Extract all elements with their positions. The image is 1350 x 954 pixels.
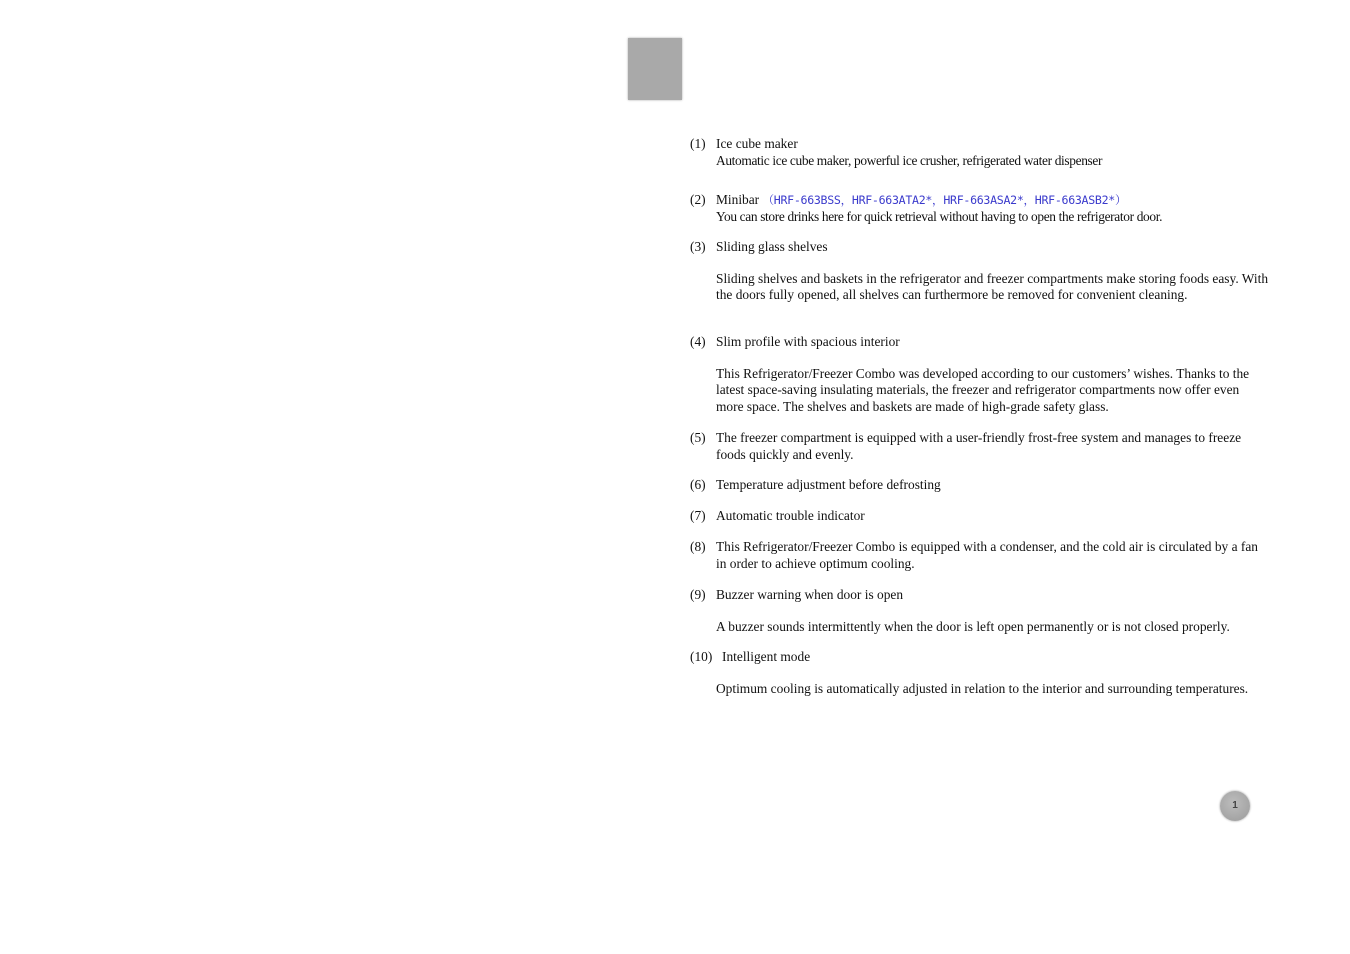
item-number: (3) (690, 239, 706, 254)
feature-item-5 (690, 430, 1270, 463)
feature-item-3 (690, 239, 1270, 304)
item-description: You can store drinks here for quick retrieval without having to open the refrigerator door. (716, 208, 1163, 224)
item-number: (10) (690, 649, 713, 664)
feature-item-6 (690, 477, 1270, 494)
item-title: Intelligent mode (722, 649, 811, 664)
item-title: This Refrigerator/Freezer Combo is equipped with a condenser, and the cold air is circulated by a fan in order to achieve optimum cooling. (716, 539, 1258, 571)
feature-item-7 (690, 508, 1270, 525)
item-description: A buzzer sounds intermittently when the door is left open permanently or is not closed properly. (716, 618, 1230, 634)
feature-item-2 (690, 192, 1270, 225)
feature-item-9 (690, 587, 1270, 635)
model-list: （HRF-663BSS，HRF-663ATA2*，HRF-663ASA2*，HRF-663ASB2*） (762, 193, 1127, 207)
item-description: Sliding shelves and baskets in the refrigerator and freezer compartments make storing foods easy. With the doors fully opened, all shelves can furthermore be removed for convenient cleaning. (716, 270, 1269, 302)
item-description: Optimum cooling is automatically adjusted in relation to the interior and surrounding temperatures. (716, 680, 1249, 696)
item-title: The freezer compartment is equipped with a user-friendly frost-free system and manages to freeze foods quickly and evenly. (716, 430, 1242, 462)
item-description: Automatic ice cube maker, powerful ice crusher, refrigerated water dispenser (716, 152, 1103, 168)
item-number: (6) (690, 477, 706, 492)
item-title: Sliding glass shelves (716, 239, 828, 254)
item-number: (7) (690, 508, 706, 523)
item-title: Temperature adjustment before defrosting (716, 477, 941, 492)
item-number: (5) (690, 430, 706, 445)
item-number: (4) (690, 334, 706, 349)
item-number: (9) (690, 587, 706, 602)
item-number: (8) (690, 539, 706, 554)
item-title: Minibar (716, 192, 760, 207)
feature-item-1 (690, 136, 1270, 169)
item-description: This Refrigerator/Freezer Combo was developed according to our customers’ wishes. Thanks to the latest space-saving insulating materials, the freezer and refrigerator compartments now offer even more space. The shelves and baskets are made of high-grade safety glass. (716, 365, 1250, 414)
item-title: Slim profile with spacious interior (716, 334, 900, 349)
item-number: (1) (690, 136, 706, 151)
feature-item-4 (690, 334, 1270, 415)
feature-item-10 (690, 649, 1270, 697)
item-title-row (716, 192, 1270, 209)
item-title: Buzzer warning when door is open (716, 587, 904, 602)
item-title: Automatic trouble indicator (716, 508, 865, 523)
page-number-badge: 1 (1220, 791, 1250, 821)
item-title: Ice cube maker (716, 136, 798, 151)
page-tab-marker (628, 38, 682, 100)
item-number: (2) (690, 192, 706, 207)
feature-item-8 (690, 539, 1270, 572)
